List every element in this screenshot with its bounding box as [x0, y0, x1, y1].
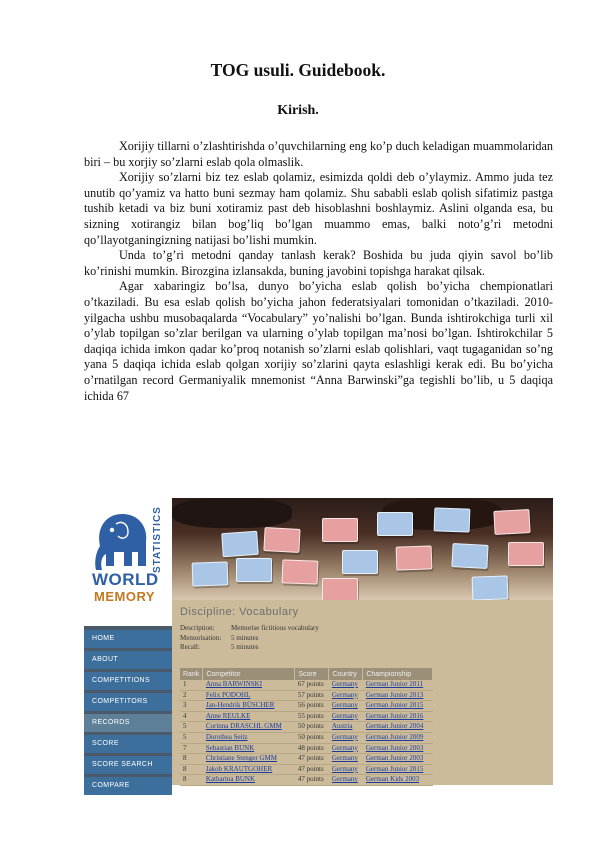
memory-card	[493, 509, 530, 535]
info-row	[180, 624, 319, 634]
nav-item-competitors[interactable]: COMPETITORS	[84, 693, 172, 711]
score-cell: 57 points	[295, 690, 329, 701]
discipline-title: Discipline: Vocabulary	[180, 606, 299, 618]
site-logo	[84, 498, 172, 626]
score-cell: 50 points	[295, 732, 329, 743]
competitor-link[interactable]: Christiane Stenger GMM	[203, 754, 295, 765]
championship-link[interactable]: German Junior 2003	[363, 743, 433, 754]
ranking-table-body	[180, 680, 433, 785]
rank-cell: 3	[180, 701, 203, 712]
elephant-icon	[92, 506, 152, 578]
championship-link[interactable]: German Junior 2011	[363, 680, 433, 690]
info-key: Memorisation:	[180, 633, 222, 642]
memory-card	[322, 518, 358, 542]
memory-card	[377, 512, 413, 536]
memory-card	[434, 507, 471, 532]
statistics-label: STATISTICS	[152, 506, 163, 574]
competitor-link[interactable]: Jakob KRAUTGOHER	[203, 764, 295, 775]
nav-item-score[interactable]: SCORE	[84, 735, 172, 753]
table-row	[180, 775, 433, 786]
memory-card	[282, 559, 319, 584]
competitor-link[interactable]: Felix PODOHL	[203, 690, 295, 701]
score-cell: 47 points	[295, 754, 329, 765]
document-body	[84, 139, 553, 404]
country-link[interactable]: Germany	[329, 701, 363, 712]
championship-link[interactable]: German Kids 2003	[363, 775, 433, 786]
score-cell: 56 points	[295, 701, 329, 712]
memory-card	[236, 558, 272, 582]
document-title: TOG usuli. Guidebook.	[210, 60, 386, 80]
rank-cell: 8	[180, 754, 203, 765]
rank-cell: 8	[180, 775, 203, 786]
rank-cell: 1	[180, 680, 203, 690]
championship-link[interactable]: German Junior 2013	[363, 690, 433, 701]
country-link[interactable]: Germany	[329, 743, 363, 754]
nav-item-about[interactable]: ABOUT	[84, 651, 172, 669]
competitor-link[interactable]: Katharina BUNK	[203, 775, 295, 786]
country-link[interactable]: Austria	[329, 722, 363, 733]
memory-card	[472, 575, 509, 600]
memory-card	[396, 545, 433, 570]
country-link[interactable]: Germany	[329, 775, 363, 786]
table-header-row	[180, 668, 433, 680]
country-link[interactable]: Germany	[329, 680, 363, 690]
info-value: 5 minutes	[231, 643, 259, 651]
column-header-country[interactable]: Country	[329, 668, 363, 680]
score-cell: 55 points	[295, 711, 329, 722]
competitor-link[interactable]: Jan-Hendrik BÜSCHER	[203, 701, 295, 712]
info-value: Memorise fictitious vocabulary	[231, 624, 319, 632]
competitor-link[interactable]: Dorothea Seitz	[203, 732, 295, 743]
rank-cell: 5	[180, 722, 203, 733]
info-value: 5 minutes	[231, 633, 259, 642]
score-cell: 47 points	[295, 775, 329, 786]
competitor-link[interactable]: Anna BARWINSKI	[203, 680, 295, 690]
info-key: Recall:	[180, 643, 200, 651]
logo-word-memory: MEMORY	[94, 589, 156, 604]
nav-item-records[interactable]: RECORDS	[84, 714, 172, 732]
info-key: Description:	[180, 624, 215, 632]
table-row	[180, 722, 433, 733]
championship-link[interactable]: German Junior 2015	[363, 764, 433, 775]
memory-card	[342, 550, 378, 574]
paragraph: Xorijiy tillarni o’zlashtirishda o’quvchilarning eng ko’p duch keladigan muammolaridan biri – bu xorjiy so’zlarni eslab qola olmaslik.	[84, 139, 553, 169]
championship-link[interactable]: German Junior 2003	[363, 754, 433, 765]
nav-item-competitions[interactable]: COMPETITIONS	[84, 672, 172, 690]
table-row	[180, 754, 433, 765]
score-cell: 50 points	[295, 722, 329, 733]
table-row	[180, 764, 433, 775]
country-link[interactable]: Germany	[329, 732, 363, 743]
memory-card	[322, 578, 358, 602]
championship-link[interactable]: German Junior 2004	[363, 722, 433, 733]
hand-shape	[172, 498, 292, 528]
table-row	[180, 732, 433, 743]
championship-link[interactable]: German Junior 2009	[363, 732, 433, 743]
table-row	[180, 711, 433, 722]
records-content	[172, 600, 553, 785]
rank-cell: 4	[180, 711, 203, 722]
country-link[interactable]: Germany	[329, 754, 363, 765]
site-nav	[84, 630, 172, 798]
nav-item-home[interactable]: HOME	[84, 630, 172, 648]
table-row	[180, 680, 433, 690]
column-header-competitor[interactable]: Competitor	[203, 668, 295, 680]
memory-card	[192, 561, 229, 586]
document-subtitle: Kirish.	[277, 103, 319, 118]
championship-link[interactable]: German Junior 2016	[363, 711, 433, 722]
logo-word-world: WORLD	[92, 570, 159, 589]
rank-cell: 7	[180, 743, 203, 754]
ranking-table	[180, 668, 433, 786]
table-row	[180, 743, 433, 754]
info-row	[180, 643, 319, 653]
nav-item-score-search[interactable]: SCORE SEARCH	[84, 756, 172, 774]
cards-photo	[172, 498, 553, 600]
rank-cell: 5	[180, 732, 203, 743]
paragraph: Agar xabaringiz bo’lsa, dunyo bo’yicha eslab qolish bo’yicha chempionatlari o’tkaziladi. Bu esa eslab qolish bo’yicha jahon federatsiyalari tomonidan o’tkaziladi. 2010-yilgacha ushbu musobaqalarda “Vocabulary” yo’nalishi bo’lgan. Bunda ishtirokchiga turli xil o’ylab topilgan so’zlar berilgan va ularning o’ylab topilgan ma’nosi bo’lgan. Ishtirokchilar 5 daqiqa ichida imkon qadar ko’proq notanish so’zlarni eslab qolishlari, vaqt tugaganidan so’ng yana 5 daqiqa ichida eslab qolgan xorijiy so’zlarini qayta eslashligi kerak edi. Bu bo’yicha o’rnatilgan record Germaniyalik mnemonist “Anna Barwinski”ga tegishli bo’lib, u 5 daqiqa ichida 67	[84, 279, 553, 403]
paragraph: Unda to’g’ri metodni qanday tanlash kerak? Boshida bu juda qiyin savol bo’lib ko’rinishi mumkin. Birozgina izlansakda, buning javobini topishga harakat qilsak.	[84, 248, 553, 278]
column-header-score[interactable]: Score	[295, 668, 329, 680]
nav-item-compare[interactable]: COMPARE	[84, 777, 172, 795]
competitor-link[interactable]: Corinna DRASCHL GMM	[203, 722, 295, 733]
info-row	[180, 634, 319, 644]
memory-card	[263, 527, 300, 553]
table-row	[180, 701, 433, 712]
column-header-championship[interactable]: Championship	[363, 668, 433, 680]
paragraph: Xorijiy so’zlarni biz tez eslab qolamiz, esimizda qoldi deb o’ylaymiz. Ammo juda tez unutib qo’yamiz va hatto buni sezmay ham qolamiz. Shu sababli eslab qolish sifatimiz pastga tushib ketadi va biz buni xotiramiz past deb hisoblashni boshlaymiz. Aslini olganda esa, bu sizning xotirangiz bilan bog’liq bo’lgan muammo emas, balki noto’g’ri metodni qo’llayotganingizning natijasi bo’lishi mumkin.	[84, 170, 553, 247]
rank-cell: 8	[180, 764, 203, 775]
discipline-info	[180, 624, 319, 653]
score-cell: 48 points	[295, 743, 329, 754]
score-cell: 47 points	[295, 764, 329, 775]
memory-card	[221, 531, 259, 557]
country-link[interactable]: Germany	[329, 711, 363, 722]
country-link[interactable]: Germany	[329, 690, 363, 701]
table-row	[180, 690, 433, 701]
competitor-link[interactable]: Sebastian BUNK	[203, 743, 295, 754]
score-cell: 67 points	[295, 680, 329, 690]
country-link[interactable]: Germany	[329, 764, 363, 775]
column-header-rank[interactable]: Rank	[180, 668, 203, 680]
rank-cell: 2	[180, 690, 203, 701]
site-sidebar	[84, 498, 172, 789]
embedded-screenshot-figure	[84, 498, 553, 789]
championship-link[interactable]: German Junior 2015	[363, 701, 433, 712]
memory-card	[508, 542, 544, 566]
memory-card	[451, 543, 488, 569]
competitor-link[interactable]: Anne REULKE	[203, 711, 295, 722]
